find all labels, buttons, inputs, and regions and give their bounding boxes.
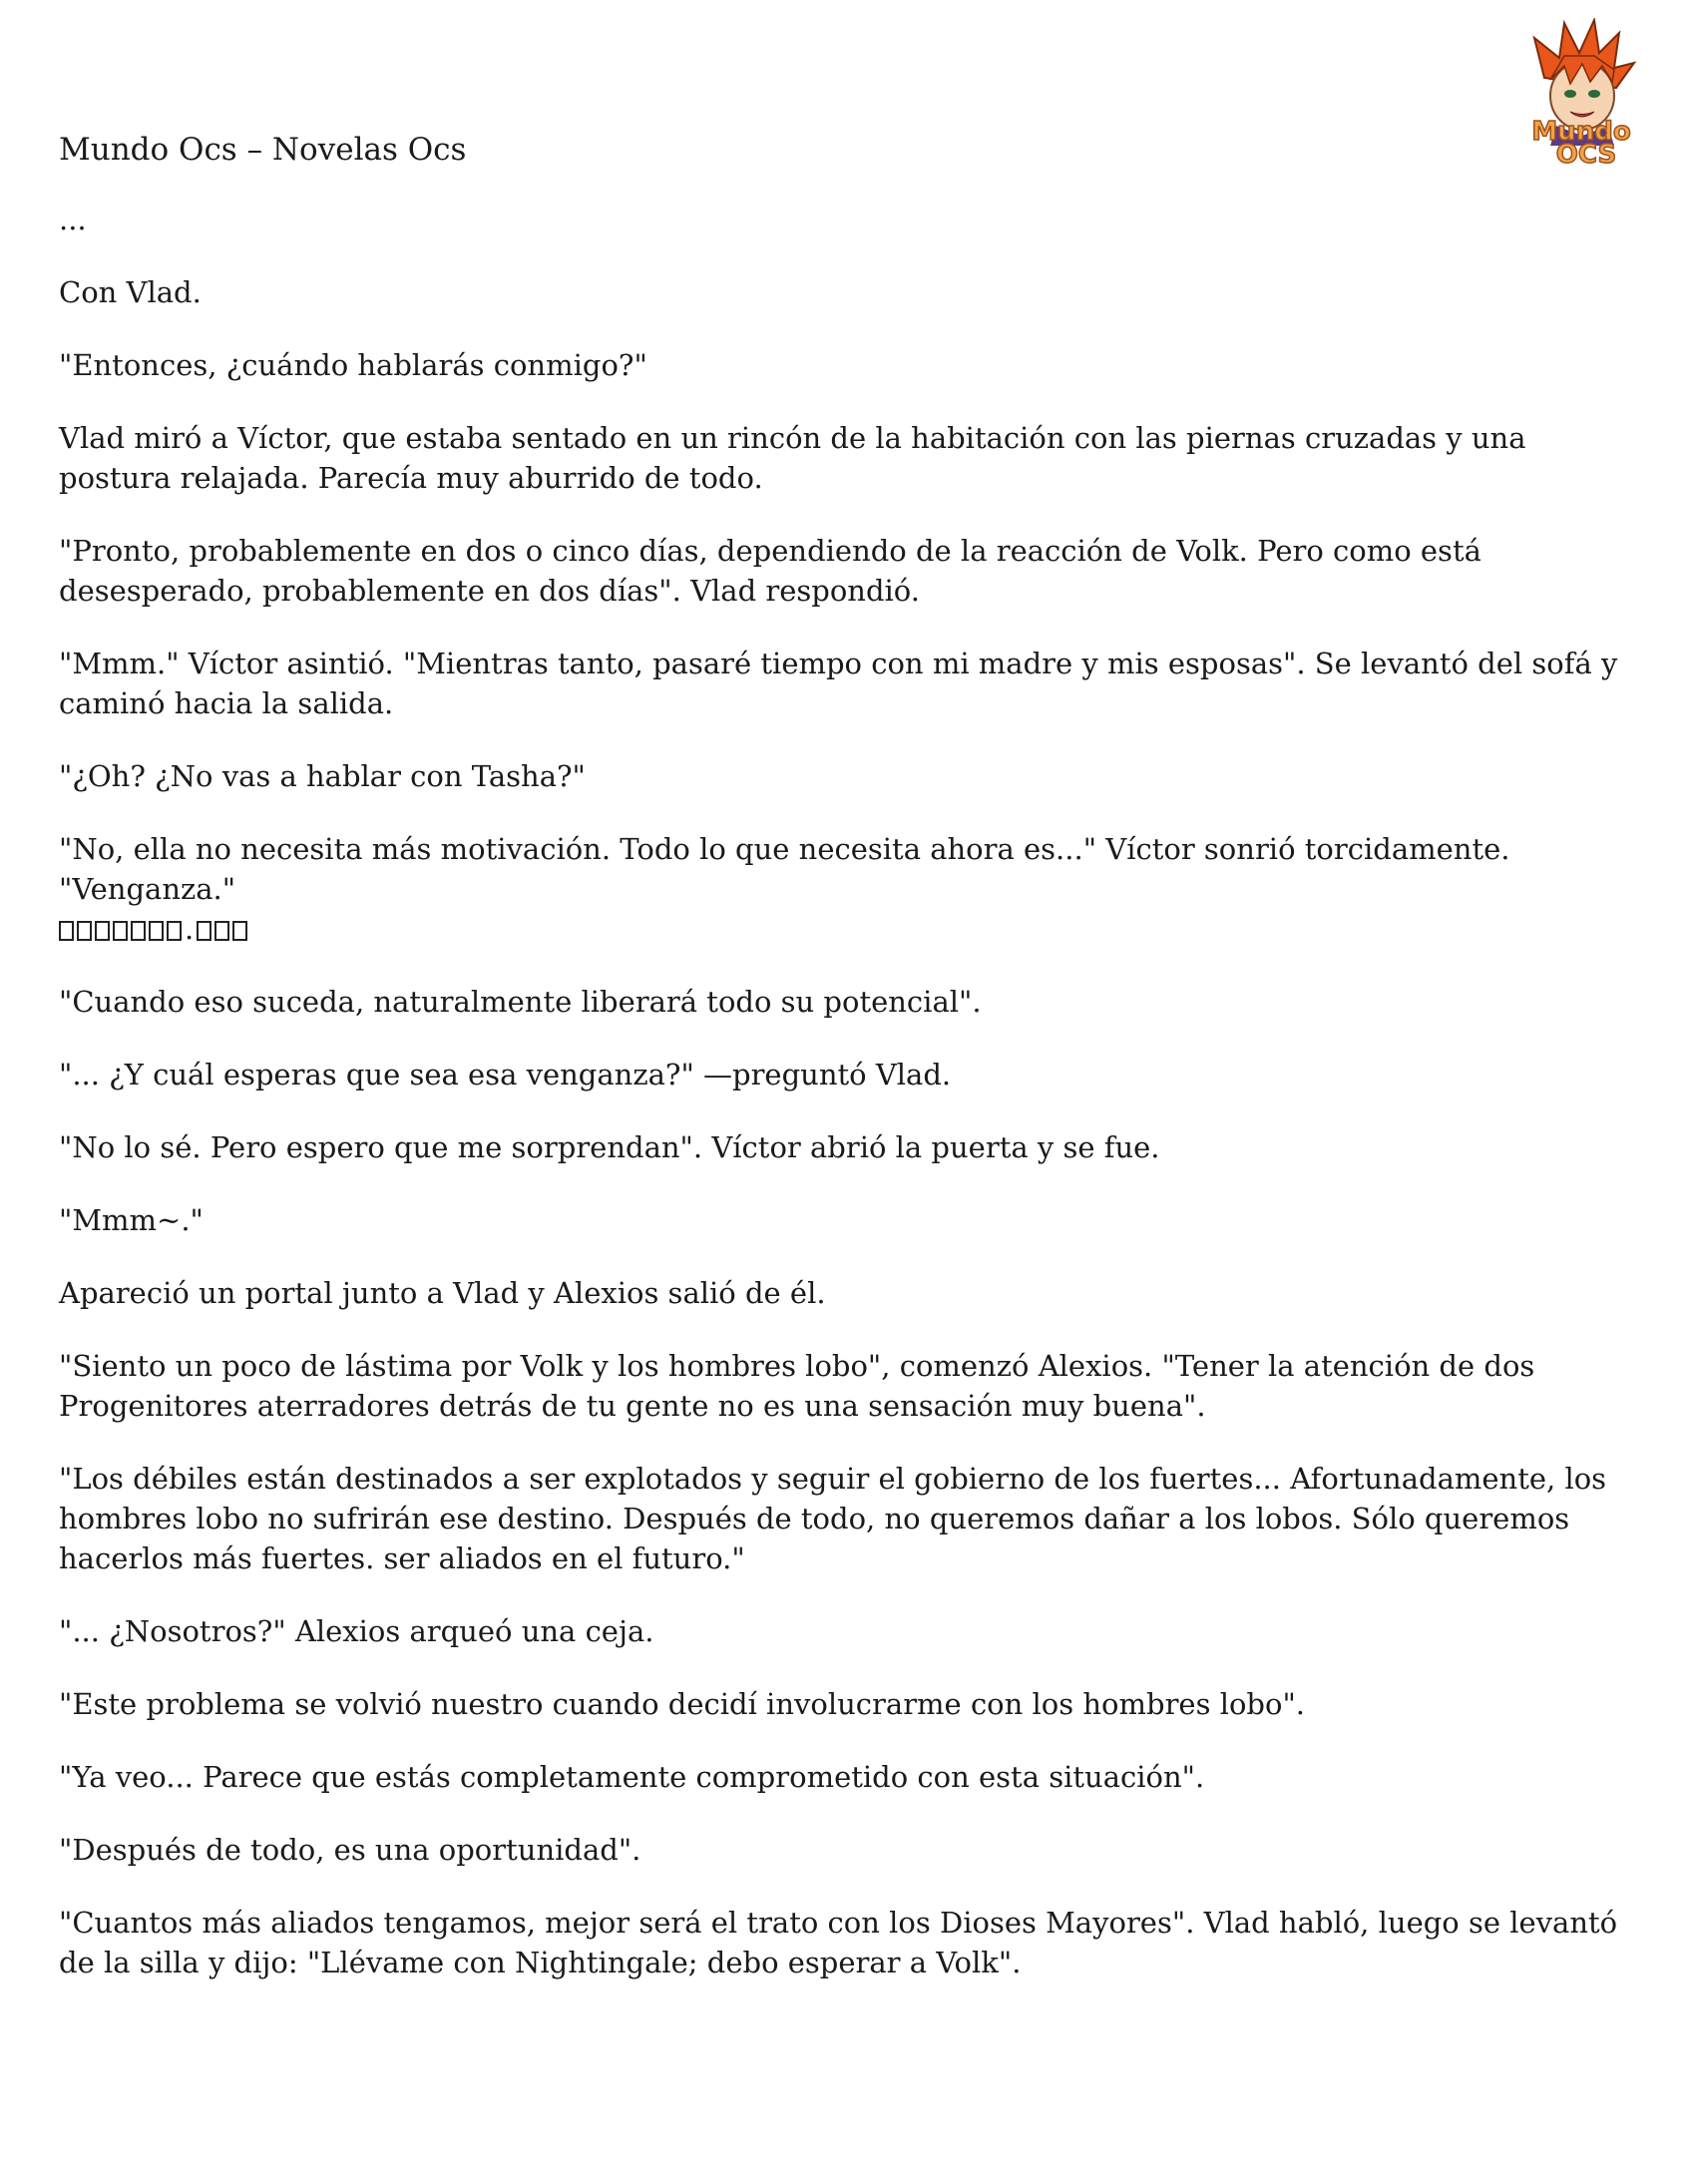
paragraph: Apareció un portal junto a Vlad y Alexios salió de él. [59, 1276, 826, 1310]
paragraph: "Mmm." Víctor asintió. "Mientras tanto, pasaré tiempo con mi madre y mis esposas". Se levantó del sofá y caminó hacia la salida. [59, 647, 1627, 720]
paragraph: "Ya veo... Parece que estás completamente comprometido con esta situación". [59, 1760, 1205, 1794]
paragraph: "... ¿Y cuál esperas que sea esa venganza?" —preguntó Vlad. [59, 1058, 952, 1092]
paragraph: "Cuando eso suceda, naturalmente liberará todo su potencial". [59, 985, 982, 1019]
paragraph: ... [59, 203, 87, 236]
paragraph: "Cuantos más aliados tengamos, mejor será el trato con los Dioses Mayores". Vlad habló, luego se levantó de la silla y dijo: "Llévame con Nightingale; debo esperar a Volk". [59, 1906, 1627, 1979]
paragraph-with-glyphs [59, 829, 1645, 949]
mundo-ocs-logo [1504, 18, 1659, 168]
paragraph: "Después de todo, es una oportunidad". [59, 1833, 641, 1867]
paragraph: "Este problema se volvió nuestro cuando decidí involucrarme con los hombres lobo". [59, 1687, 1306, 1721]
page-header: Mundo Ocs – Novelas Ocs [59, 132, 467, 168]
document-body [59, 200, 1645, 2015]
paragraph: "Siento un poco de lástima por Volk y los hombres lobo", comenzó Alexios. "Tener la atención de dos Progenitores aterradores detrás de tu gente no es una sensación muy buena". [59, 1349, 1544, 1423]
paragraph: "... ¿Nosotros?" Alexios arqueó una ceja. [59, 1614, 654, 1648]
paragraph: "Pronto, probablemente en dos o cinco días, dependiendo de la reacción de Volk. Pero como está desesperado, probablemente en dos días". Vlad respondió. [59, 534, 1491, 608]
paragraph: "Mmm~." [59, 1203, 204, 1237]
paragraph: Vlad miró a Víctor, que estaba sentado en un rincón de la habitación con las piernas cruzadas y una postura relajada. Parecía muy aburrido de todo. [59, 421, 1535, 495]
paragraph: "No, ella no necesita más motivación. Todo lo que necesita ahora es..." Víctor sonrió torcidamente. "Venganza." [59, 832, 1519, 906]
paragraph: Con Vlad. [59, 275, 202, 309]
paragraph: "Entonces, ¿cuándo hablarás conmigo?" [59, 348, 647, 382]
logo-text-bottom: OCS [1555, 140, 1617, 168]
missing-glyphs: . [59, 909, 250, 949]
paragraph: "Los débiles están destinados a ser explotados y seguir el gobierno de los fuertes... Afortunadamente, los hombres lobo no sufrirán ese destino. Después de todo, no queremos dañar a los lobos. Sólo queremos hacerlos más fuertes. ser aliados en el futuro." [59, 1462, 1616, 1575]
paragraph: "¿Oh? ¿No vas a hablar con Tasha?" [59, 759, 586, 793]
paragraph: "No lo sé. Pero espero que me sorprendan". Víctor abrió la puerta y se fue. [59, 1130, 1160, 1164]
logo-text-top: Mundo [1531, 117, 1631, 147]
